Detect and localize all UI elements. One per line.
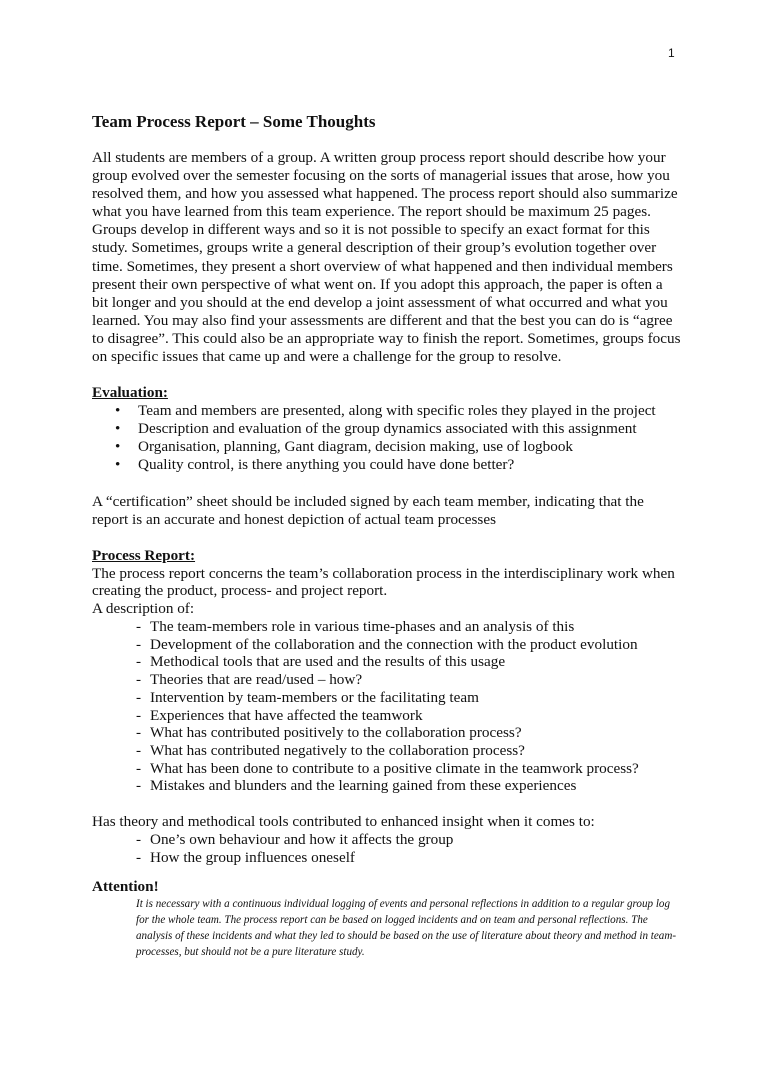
document-body bbox=[92, 111, 682, 961]
theory-question: Has theory and methodical tools contributed to enhanced insight when it comes to: bbox=[92, 813, 595, 831]
theory-item: - One’s own behaviour and how it affects the group bbox=[150, 831, 682, 849]
evaluation-item: • Team and members are presented, along with specific roles they played in the project bbox=[138, 402, 682, 420]
process-report-item: - What has been done to contribute to a positive climate in the teamwork process? bbox=[150, 760, 682, 778]
process-report-heading: Process Report: bbox=[92, 546, 196, 564]
theory-list bbox=[92, 831, 682, 866]
process-report-item: - What has contributed positively to the collaboration process? bbox=[150, 724, 682, 742]
page-number: 1 bbox=[668, 46, 675, 60]
process-report-item: - Mistakes and blunders and the learning gained from these experiences bbox=[150, 777, 682, 795]
process-report-list bbox=[92, 618, 682, 795]
theory-item: - How the group influences oneself bbox=[150, 849, 682, 867]
process-report-item: - Development of the collaboration and the connection with the product evolution bbox=[150, 636, 682, 654]
process-report-item: - Methodical tools that are used and the results of this usage bbox=[150, 653, 682, 671]
process-report-item: - Theories that are read/used – how? bbox=[150, 671, 682, 689]
document-title: Team Process Report – Some Thoughts bbox=[92, 112, 376, 131]
evaluation-heading: Evaluation: bbox=[92, 384, 168, 402]
certification-paragraph: A “certification” sheet should be included signed by each team member, indicating that the report is an accurate and honest depiction of actual team processes bbox=[92, 492, 644, 528]
process-report-item: - What has contributed negatively to the collaboration process? bbox=[150, 742, 682, 760]
attention-heading: Attention! bbox=[92, 878, 159, 896]
evaluation-item: • Description and evaluation of the group dynamics associated with this assignment bbox=[138, 420, 682, 438]
evaluation-item: • Quality control, is there anything you could have done better? bbox=[138, 456, 682, 474]
evaluation-list bbox=[92, 402, 682, 474]
evaluation-item: • Organisation, planning, Gant diagram, decision making, use of logbook bbox=[138, 438, 682, 456]
process-report-item: - Experiences that have affected the teamwork bbox=[150, 707, 682, 725]
attention-note: It is necessary with a continuous individual logging of events and personal reflections in addition to a regular group log for the whole team. The process report can be based on logged incidents and on team and personal reflections. The analysis of these incidents and what they led to should be based on the use of literature about theory and method in team-processes, but should not be a pure literature study. bbox=[136, 898, 677, 959]
intro-paragraph: All students are members of a group. A written group process report should describe how your group evolved over the semester focusing on the sorts of managerial issues that arose, how you resolved them, and how you assessed what happened. The process report should also summarize what you have learned from this team experience. The report should be maximum 25 pages. Groups develop in different ways and so it is not possible to specify an exact format for this study. Sometimes, groups write a general description of their group’s evolution together over time. Sometimes, they present a short overview of what happened and then individual members present their own perspective of what went on. If you adopt this approach, the paper is often a bit longer and you should at the end develop a joint assessment of what occurred and what you learned. You may also find your assessments are different and that the best you can do is “agree to disagree”. This could also be an appropriate way to finish the report. Sometimes, groups focus on specific issues that came up and were a challenge for the group to resolve. bbox=[92, 149, 681, 366]
process-report-description: The process report concerns the team’s collaboration process in the interdisciplinary work when creating the product, process- and project report. bbox=[92, 564, 675, 600]
description-of-label: A description of: bbox=[92, 600, 195, 618]
process-report-item: - The team-members role in various time-phases and an analysis of this bbox=[150, 618, 682, 636]
process-report-item: - Intervention by team-members or the facilitating team bbox=[150, 689, 682, 707]
